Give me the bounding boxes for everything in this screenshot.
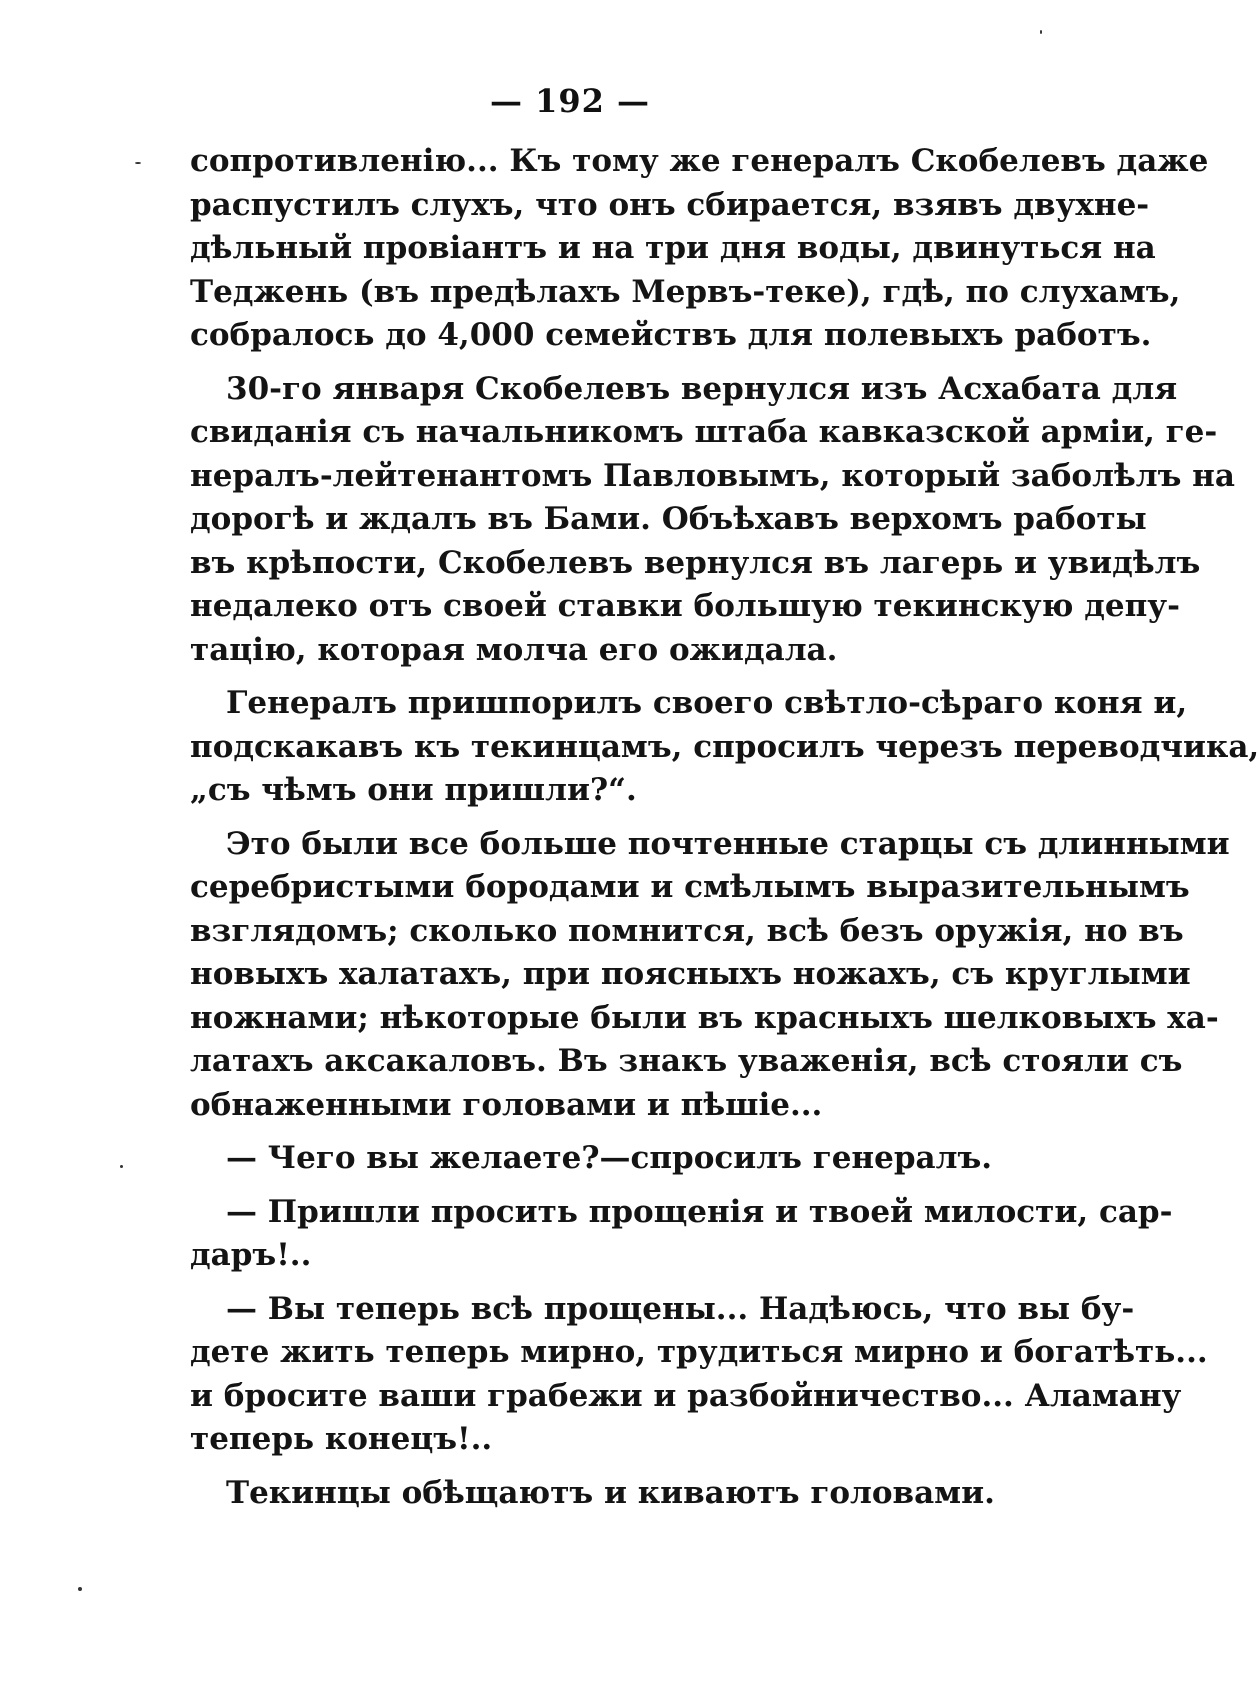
paragraph	[190, 140, 1209, 358]
text-line: Генералъ пришпорилъ своего свѣтло-сѣраго коня и,	[226, 685, 1188, 721]
page-number: — 192 —	[489, 82, 651, 120]
text-line: теперь конецъ!..	[190, 1421, 493, 1457]
text-line: „съ чѣмъ они пришли?“.	[190, 772, 637, 808]
text-line: въ крѣпости, Скобелевъ вернулся въ лагерь и увидѣлъ	[190, 544, 1201, 581]
text-line: тацію, которая молча его ожидала.	[190, 631, 838, 668]
page-text	[190, 140, 1259, 1515]
text-line: 30-го января Скобелевъ вернулся изъ Асхабата для	[226, 370, 1178, 407]
scan-speck	[1040, 30, 1042, 34]
text-line: обнаженными головами и пѣшіе...	[190, 1086, 823, 1123]
text-line: подскакавъ къ текинцамъ, спросилъ черезъ переводчика,	[190, 728, 1259, 765]
text-line: — Чего вы желаете?—спросилъ генералъ.	[226, 1140, 993, 1176]
text-line: Это были все больше почтенные старцы съ длинными	[226, 825, 1230, 862]
scan-speck	[120, 1165, 123, 1168]
text-line: дорогѣ и ждалъ въ Бами. Объѣхавъ верхомъ работы	[190, 501, 1147, 537]
text-line: свиданія съ начальникомъ штаба кавказской арміи, ге-	[190, 414, 1218, 450]
paragraph	[190, 1191, 1173, 1278]
paragraph	[190, 368, 1235, 673]
text-line: серебристыми бородами и смѣлымъ выразительнымъ	[190, 869, 1190, 905]
text-line: Теджень (въ предѣлахъ Мервъ-теке), гдѣ, по слухамъ,	[190, 273, 1181, 310]
text-line: и бросите ваши грабежи и разбойничество... Аламану	[190, 1377, 1182, 1414]
paragraph	[190, 1137, 1020, 1181]
paragraph	[190, 823, 1230, 1128]
text-line: собралось до 4,000 семействъ для полевыхъ работъ.	[190, 317, 1152, 353]
text-line: латахъ аксакаловъ. Въ знакъ уваженія, всѣ стояли съ	[190, 1043, 1183, 1079]
text-line: даръ!..	[190, 1237, 312, 1273]
paragraph	[190, 1472, 1020, 1516]
text-line: нералъ-лейтенантомъ Павловымъ, который заболѣлъ на	[190, 457, 1235, 494]
text-line: Текинцы обѣщаютъ и киваютъ головами.	[226, 1474, 995, 1511]
text-line: — Пришли просить прощенія и твоей милости, сар-	[226, 1193, 1173, 1230]
scan-speck	[135, 162, 141, 164]
scan-speck	[78, 1587, 82, 1591]
text-line: сопротивленію... Къ тому же генералъ Скобелевъ даже	[190, 143, 1209, 179]
text-line: новыхъ халатахъ, при поясныхъ ножахъ, съ круглыми	[190, 956, 1191, 992]
paragraph	[190, 682, 1259, 813]
text-line: дете жить теперь мирно, трудиться мирно и богатѣть...	[190, 1334, 1208, 1370]
text-line: — Вы теперь всѣ прощены... Надѣюсь, что вы бу-	[226, 1290, 1135, 1327]
paragraph	[190, 1288, 1208, 1462]
text-line: взглядомъ; сколько помнится, всѣ безъ оружія, но въ	[190, 912, 1184, 949]
text-line: дѣльный провіантъ и на три дня воды, двинуться на	[190, 230, 1156, 266]
text-line: недалеко отъ своей ставки большую текинскую депу-	[190, 588, 1181, 624]
text-line: ножнами; нѣкоторые были въ красныхъ шелковыхъ ха-	[190, 999, 1219, 1036]
text-line: распустилъ слухъ, что онъ сбирается, взявъ двухне-	[190, 186, 1150, 223]
